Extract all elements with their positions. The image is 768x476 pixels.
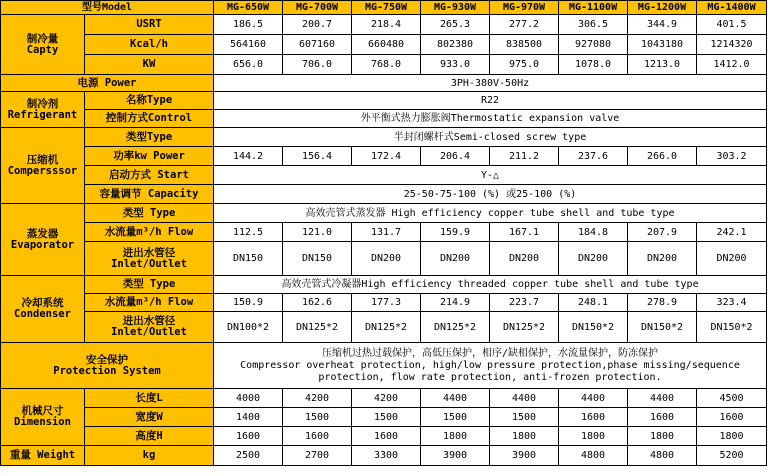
table-cell: 1600 xyxy=(352,427,421,446)
table-cell: 4200 xyxy=(283,389,352,408)
table-cell: DN125*2 xyxy=(490,312,559,343)
capacity-unit-label: USRT xyxy=(85,15,214,35)
table-cell: 1600 xyxy=(214,427,283,446)
table-cell: 214.9 xyxy=(421,294,490,312)
capacity-group-label: 制冷量 Capty xyxy=(1,15,85,75)
table-cell: 1078.0 xyxy=(559,55,628,75)
model-header-row xyxy=(1,1,767,15)
model-name: MG-650W xyxy=(214,1,283,15)
table-cell: 172.4 xyxy=(352,147,421,166)
table-cell: 156.4 xyxy=(283,147,352,166)
table-cell: 4400 xyxy=(559,389,628,408)
table-cell: 1800 xyxy=(490,427,559,446)
compressor-power-label: 功率kw Power xyxy=(85,147,214,166)
model-name: MG-1100W xyxy=(559,1,628,15)
table-cell: 2500 xyxy=(214,446,283,466)
power-label: 电源 Power xyxy=(1,75,214,92)
protection-value: 压缩机过热过载保护，高低压保护，相序/缺相保护，水流量保护，防冻保护 Compressor overheat protection, high/low pressure protection,phase missing/sequence protection, flow rate protection, anti-frozen protection. xyxy=(214,343,767,389)
refrigerant-control-label: 控制方式Control xyxy=(85,110,214,128)
table-cell: 1213.0 xyxy=(628,55,697,75)
condenser-type-value: 高效壳管式冷凝器High efficiency threaded copper tube shell and tube type xyxy=(214,276,767,294)
condenser-group-label: 冷却系统 Condenser xyxy=(1,276,85,343)
table-cell: 4800 xyxy=(628,446,697,466)
refrigerant-type-label: 名称Type xyxy=(85,92,214,110)
table-cell: DN200 xyxy=(628,242,697,276)
table-cell: 927080 xyxy=(559,35,628,55)
table-cell: 1800 xyxy=(697,427,767,446)
table-cell: DN100*2 xyxy=(214,312,283,343)
table-cell: 278.9 xyxy=(628,294,697,312)
table-cell: 1600 xyxy=(283,427,352,446)
evaporator-type-value: 高效壳管式蒸发器 High efficiency copper tube shell and tube type xyxy=(214,204,767,223)
table-cell: 223.7 xyxy=(490,294,559,312)
model-name: MG-930W xyxy=(421,1,490,15)
table-cell: 1500 xyxy=(490,408,559,427)
table-cell: 1500 xyxy=(421,408,490,427)
table-cell: 1500 xyxy=(283,408,352,427)
table-cell: 1043180 xyxy=(628,35,697,55)
protection-label: 安全保护 Protection System xyxy=(1,343,214,389)
table-cell: 607160 xyxy=(283,35,352,55)
compressor-start-row xyxy=(1,166,767,185)
table-cell: 177.3 xyxy=(352,294,421,312)
table-cell: 1800 xyxy=(559,427,628,446)
compressor-group-label: 压缩机 Compersssor xyxy=(1,128,85,204)
evaporator-flow-row xyxy=(1,223,767,242)
table-cell: 112.5 xyxy=(214,223,283,242)
table-cell: 1600 xyxy=(697,408,767,427)
refrigerant-group-label: 制冷剂 Refrigerant xyxy=(1,92,85,128)
table-cell: 3300 xyxy=(352,446,421,466)
condenser-flow-label: 水流量m³/h Flow xyxy=(85,294,214,312)
compressor-start-value: Y-△ xyxy=(214,166,767,185)
table-cell: 206.4 xyxy=(421,147,490,166)
table-cell: DN150 xyxy=(214,242,283,276)
compressor-capacity-row xyxy=(1,185,767,204)
table-cell: 706.0 xyxy=(283,55,352,75)
table-cell: DN125*2 xyxy=(352,312,421,343)
table-cell: DN200 xyxy=(352,242,421,276)
table-cell: 265.3 xyxy=(421,15,490,35)
table-cell: DN150*2 xyxy=(559,312,628,343)
dimension-length-label: 长度L xyxy=(85,389,214,408)
compressor-capacity-value: 25-50-75-100 (%) 或25-100 (%) xyxy=(214,185,767,204)
table-cell: 660480 xyxy=(352,35,421,55)
table-cell: DN125*2 xyxy=(421,312,490,343)
table-cell: 237.6 xyxy=(559,147,628,166)
table-cell: 211.2 xyxy=(490,147,559,166)
table-cell: 144.2 xyxy=(214,147,283,166)
table-cell: 656.0 xyxy=(214,55,283,75)
table-cell: 162.6 xyxy=(283,294,352,312)
refrigerant-type-value: R22 xyxy=(214,92,767,110)
table-cell: 344.9 xyxy=(628,15,697,35)
table-cell: 131.7 xyxy=(352,223,421,242)
dimension-height-row xyxy=(1,427,767,446)
model-name: MG-970W xyxy=(490,1,559,15)
table-cell: 4200 xyxy=(352,389,421,408)
condenser-pipe-row xyxy=(1,312,767,343)
table-cell: 4400 xyxy=(628,389,697,408)
capacity-kw-row xyxy=(1,55,767,75)
model-name: MG-1400W xyxy=(697,1,767,15)
table-cell: 4000 xyxy=(214,389,283,408)
evaporator-type-row xyxy=(1,204,767,223)
table-cell: 306.5 xyxy=(559,15,628,35)
model-name: MG-750W xyxy=(352,1,421,15)
capacity-usrt-row xyxy=(1,15,767,35)
table-cell: 802380 xyxy=(421,35,490,55)
table-cell: DN150*2 xyxy=(628,312,697,343)
table-cell: 2700 xyxy=(283,446,352,466)
table-cell: 838500 xyxy=(490,35,559,55)
table-cell: 159.9 xyxy=(421,223,490,242)
table-cell: 401.5 xyxy=(697,15,767,35)
table-cell: 1800 xyxy=(421,427,490,446)
dimension-group-label: 机械尺寸 Dimension xyxy=(1,389,85,446)
table-cell: 1400 xyxy=(214,408,283,427)
table-cell: 184.8 xyxy=(559,223,628,242)
table-cell: 1214320 xyxy=(697,35,767,55)
weight-unit: kg xyxy=(85,446,214,466)
condenser-flow-row xyxy=(1,294,767,312)
power-row xyxy=(1,75,767,92)
model-name: MG-1200W xyxy=(628,1,697,15)
evaporator-pipe-row xyxy=(1,242,767,276)
weight-row xyxy=(1,446,767,466)
model-label: 型号Model xyxy=(1,1,214,15)
table-cell: 3900 xyxy=(490,446,559,466)
refrigerant-control-row xyxy=(1,110,767,128)
evaporator-type-label: 类型 Type xyxy=(85,204,214,223)
evaporator-flow-label: 水流量m³/h Flow xyxy=(85,223,214,242)
compressor-start-label: 启动方式 Start xyxy=(85,166,214,185)
capacity-unit-label: Kcal/h xyxy=(85,35,214,55)
table-cell: 218.4 xyxy=(352,15,421,35)
table-cell: 248.1 xyxy=(559,294,628,312)
table-cell: 564160 xyxy=(214,35,283,55)
table-cell: DN125*2 xyxy=(283,312,352,343)
table-cell: 167.1 xyxy=(490,223,559,242)
table-cell: 768.0 xyxy=(352,55,421,75)
table-cell: DN200 xyxy=(697,242,767,276)
condenser-pipe-label: 进出水管径 Inlet/Outlet xyxy=(85,312,214,343)
table-cell: 933.0 xyxy=(421,55,490,75)
table-cell: 3900 xyxy=(421,446,490,466)
table-cell: 323.4 xyxy=(697,294,767,312)
table-cell: 121.0 xyxy=(283,223,352,242)
compressor-type-row xyxy=(1,128,767,147)
table-cell: 4500 xyxy=(697,389,767,408)
table-cell: 1800 xyxy=(628,427,697,446)
table-cell: 207.9 xyxy=(628,223,697,242)
compressor-type-label: 类型Type xyxy=(85,128,214,147)
table-cell: 1500 xyxy=(352,408,421,427)
dimension-width-row xyxy=(1,408,767,427)
table-cell: 266.0 xyxy=(628,147,697,166)
evaporator-group-label: 蒸发器 Evaporator xyxy=(1,204,85,276)
compressor-type-value: 半封闭螺杆式Semi-closed screw type xyxy=(214,128,767,147)
capacity-unit-label: KW xyxy=(85,55,214,75)
model-name: MG-700W xyxy=(283,1,352,15)
dimension-length-row xyxy=(1,389,767,408)
table-cell: DN150*2 xyxy=(697,312,767,343)
refrigerant-control-value: 外平衡式热力膨胀阀Thermostatic expansion valve xyxy=(214,110,767,128)
table-cell: 1600 xyxy=(628,408,697,427)
refrigerant-type-row xyxy=(1,92,767,110)
table-cell: 5200 xyxy=(697,446,767,466)
table-cell: 277.2 xyxy=(490,15,559,35)
table-cell: 1412.0 xyxy=(697,55,767,75)
power-value: 3PH-380V-50Hz xyxy=(214,75,767,92)
table-cell: 975.0 xyxy=(490,55,559,75)
dimension-height-label: 高度H xyxy=(85,427,214,446)
condenser-type-row xyxy=(1,276,767,294)
table-cell: DN150 xyxy=(283,242,352,276)
table-cell: DN200 xyxy=(490,242,559,276)
table-cell: 303.2 xyxy=(697,147,767,166)
condenser-type-label: 类型 Type xyxy=(85,276,214,294)
evaporator-pipe-label: 进出水管径 Inlet/Outlet xyxy=(85,242,214,276)
protection-row xyxy=(1,343,767,389)
compressor-power-row xyxy=(1,147,767,166)
table-cell: 4400 xyxy=(421,389,490,408)
table-cell: 150.9 xyxy=(214,294,283,312)
weight-label: 重量 Weight xyxy=(1,446,85,466)
table-cell: 242.1 xyxy=(697,223,767,242)
compressor-capacity-label: 容量调节 Capacity xyxy=(85,185,214,204)
table-cell: 4400 xyxy=(490,389,559,408)
table-cell: 186.5 xyxy=(214,15,283,35)
table-cell: 1600 xyxy=(559,408,628,427)
table-cell: 200.7 xyxy=(283,15,352,35)
dimension-width-label: 宽度W xyxy=(85,408,214,427)
table-cell: DN200 xyxy=(559,242,628,276)
table-cell: DN200 xyxy=(421,242,490,276)
capacity-kcal-row xyxy=(1,35,767,55)
table-cell: 4800 xyxy=(559,446,628,466)
